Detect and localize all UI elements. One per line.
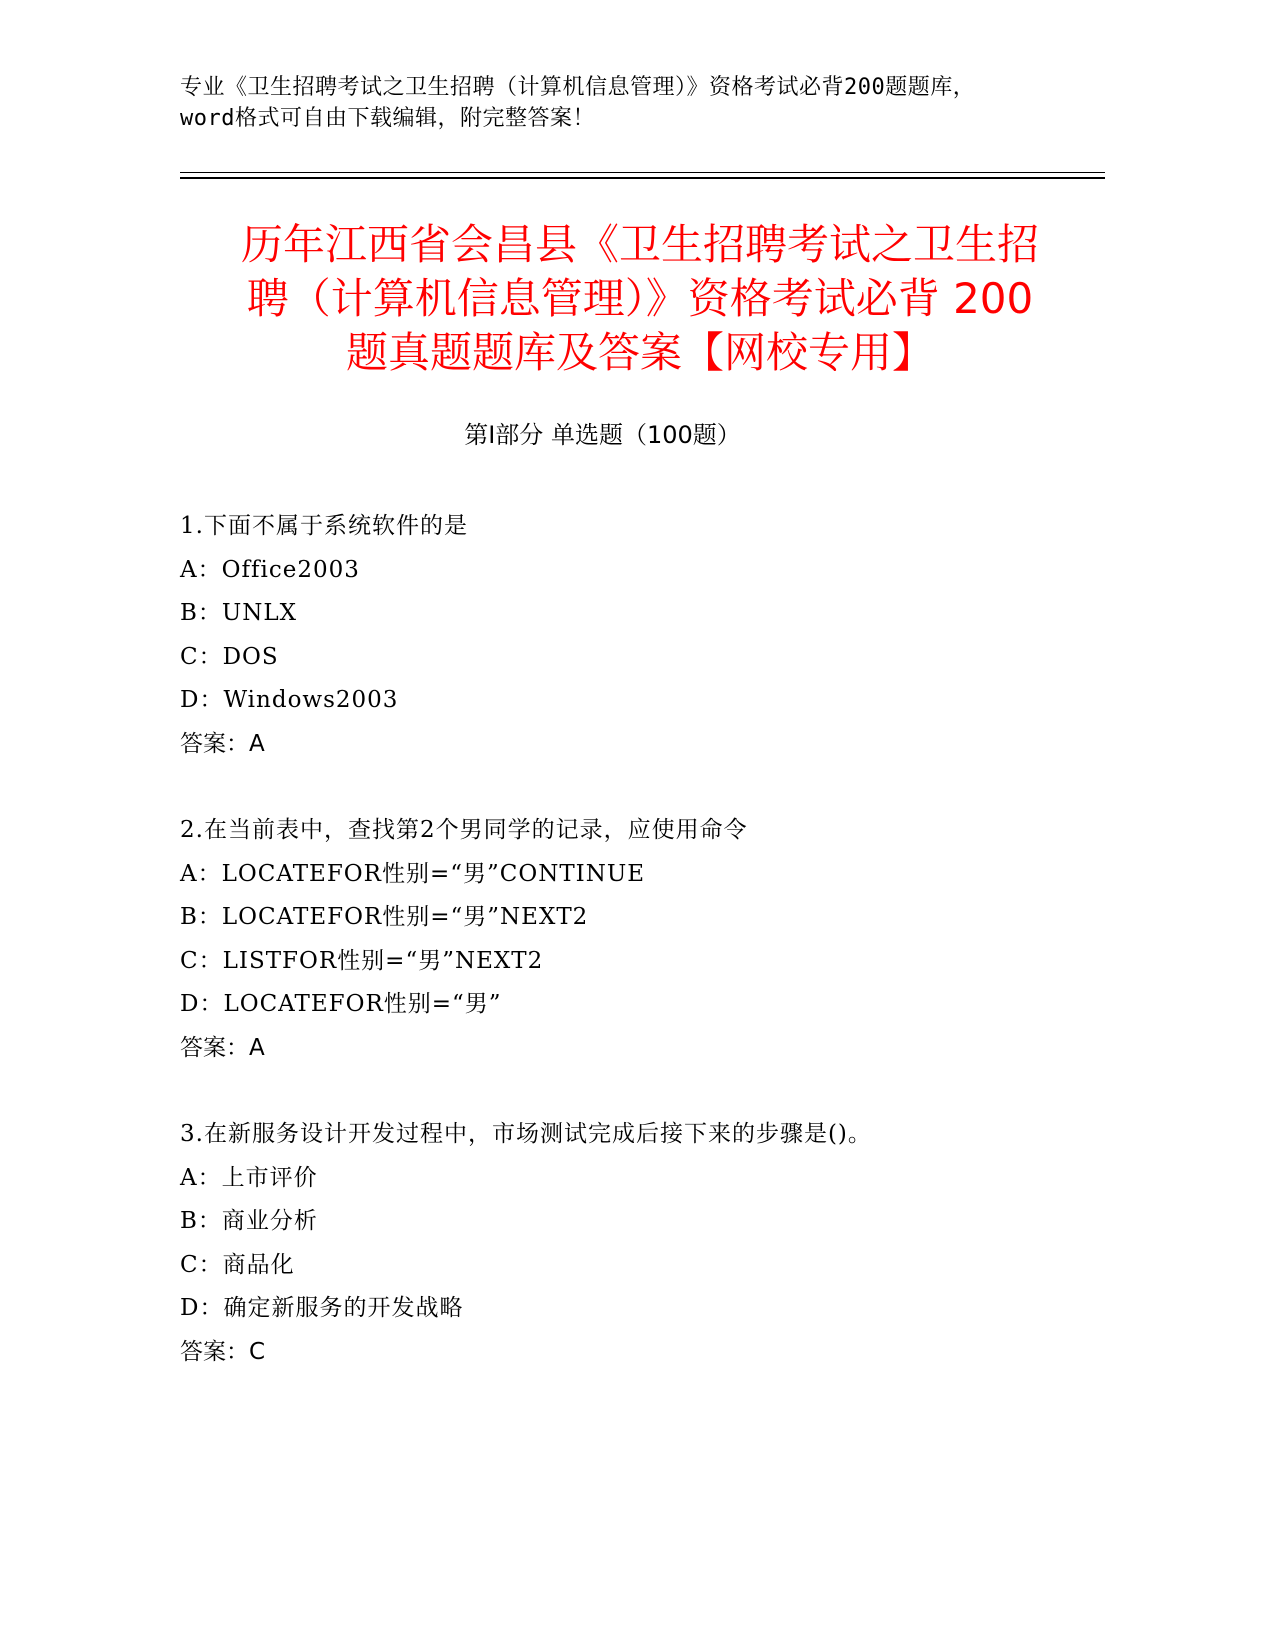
divider bbox=[180, 177, 1105, 179]
question-stem: 1.下面不属于系统软件的是 bbox=[180, 513, 468, 539]
question-item bbox=[180, 505, 1110, 766]
question-answer: 答案：C bbox=[180, 1338, 266, 1365]
document-title bbox=[140, 218, 1140, 380]
question-option: D：确定新服务的开发战略 bbox=[180, 1295, 464, 1321]
question-option: C：商品化 bbox=[180, 1251, 295, 1278]
section-title: 第Ⅰ部分 单选题（100题） bbox=[464, 421, 741, 449]
question-option: A：上市评价 bbox=[180, 1164, 318, 1191]
question-option: B：UNLX bbox=[180, 600, 298, 626]
question-option: D：LOCATEFOR性别=“男” bbox=[180, 991, 502, 1017]
question-option: B：商业分析 bbox=[180, 1208, 318, 1234]
question-option: A：LOCATEFOR性别=“男”CONTINUE bbox=[180, 860, 646, 887]
question-option: A：Office2003 bbox=[180, 556, 360, 583]
divider bbox=[180, 172, 1105, 173]
header-note bbox=[180, 72, 1100, 134]
question-answer: 答案：A bbox=[180, 730, 265, 757]
question-option: D：Windows2003 bbox=[180, 687, 399, 713]
question-stem: 3.在新服务设计开发过程中，市场测试完成后接下来的步骤是()。 bbox=[180, 1121, 872, 1147]
question-list bbox=[180, 505, 1110, 1417]
header-note-line: word格式可自由下载编辑，附完整答案！ bbox=[180, 106, 595, 131]
question-item bbox=[180, 809, 1110, 1070]
title-line: 聘（计算机信息管理）》资格考试必背 200 bbox=[246, 274, 1034, 323]
question-stem: 2.在当前表中，查找第2个男同学的记录，应使用命令 bbox=[180, 817, 748, 843]
title-line: 题真题题库及答案【网校专用】 bbox=[345, 328, 934, 377]
question-option: C：DOS bbox=[180, 643, 279, 670]
question-item bbox=[180, 1113, 1110, 1374]
question-option: C：LISTFOR性别=“男”NEXT2 bbox=[180, 947, 544, 974]
header-note-line: 专业《卫生招聘考试之卫生招聘（计算机信息管理）》资格考试必背200题题库， bbox=[180, 75, 976, 100]
question-answer: 答案：A bbox=[180, 1034, 265, 1061]
question-option: B：LOCATEFOR性别=“男”NEXT2 bbox=[180, 904, 589, 930]
title-line: 历年江西省会昌县《卫生招聘考试之卫生招 bbox=[240, 220, 1039, 269]
